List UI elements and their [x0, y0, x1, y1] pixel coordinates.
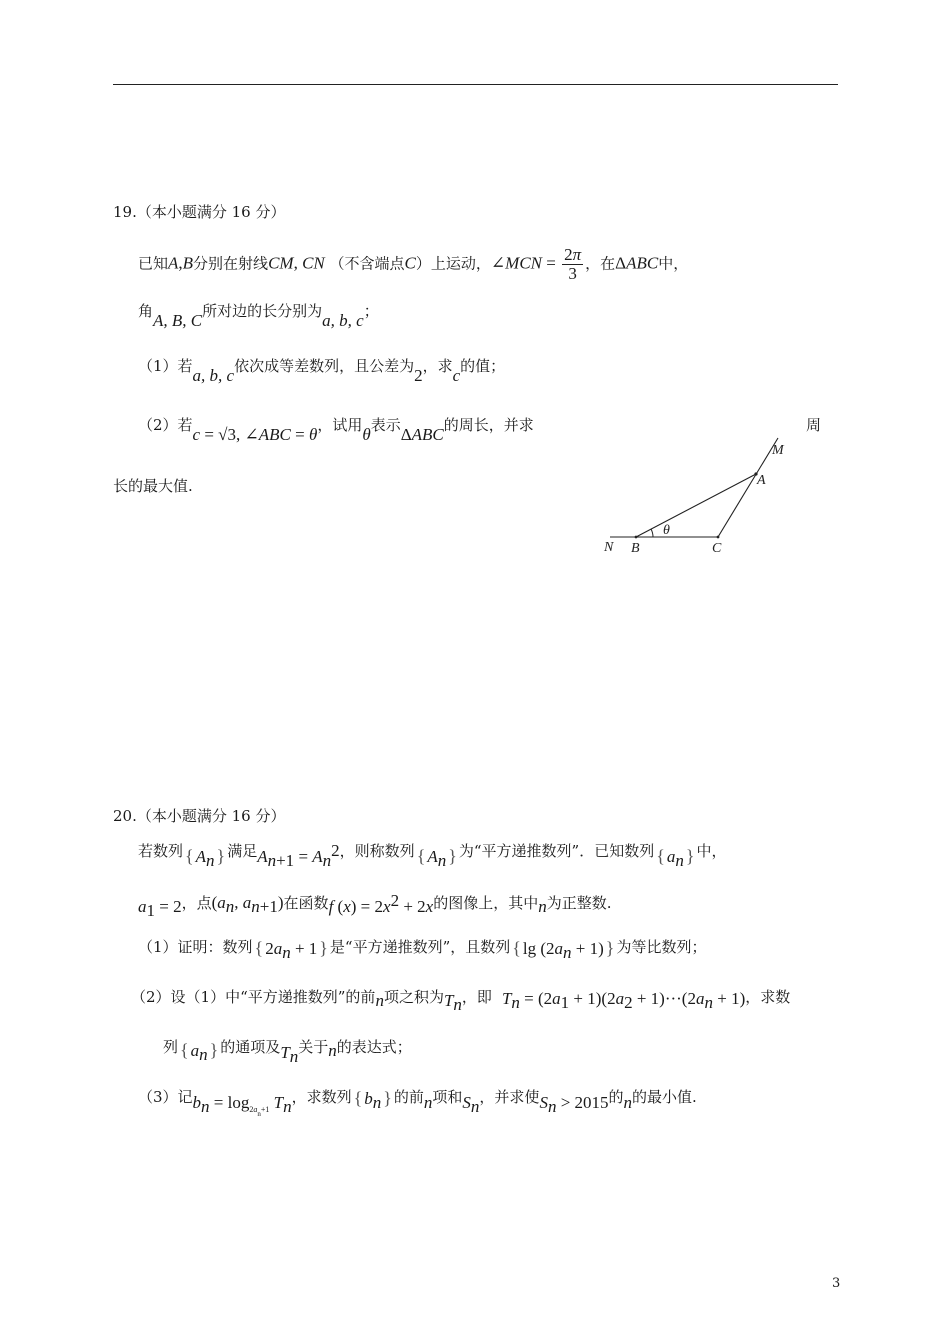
page-number: 3 [832, 1276, 841, 1291]
label-B: B [631, 541, 640, 556]
q20-line1: 若数列 { $A_n$ } 满足$A_{n+1} = A_n^2$，则称数列 { $A_n$ } 为“平方递推数列”．已知数列 { $a_n$ } 中， [138, 841, 727, 870]
segment-AB [636, 474, 756, 537]
point-C [717, 536, 720, 539]
triangle-figure [596, 430, 806, 560]
q20-line2: $a_1 = 2$，点($a_n$, $a_{n+1}$)在函数f $(x) = 2x^2 + 2x$的图像上，其中n为正整数. [138, 891, 612, 920]
label-C: C [712, 541, 722, 556]
q19-part2-tail: 周 [806, 416, 822, 434]
q19-line1: 已知A,B分别在射线CM, CN （不含端点C）上运动，∠MCN = $\frac{2\pi}{3}$ ，在ΔABC中， [138, 245, 689, 283]
q19-part2-cont: 长的最大值. [113, 477, 193, 495]
point-B [635, 536, 638, 539]
q19-part2: （2）若c = √3, ∠ABC = θ，试用θ表示ΔABC的周长，并求 [138, 416, 534, 444]
q19-part1: （1）若a, b, c依次成等差数列，且公差为2，求c的值； [138, 357, 506, 385]
q20-part1: （1）证明：数列 { $2a_n + 1$ } 是“平方递推数列”，且数列 { $\lg (2a_n + 1)$ } 为等比数列； [138, 938, 707, 962]
label-M: M [772, 443, 784, 458]
label-A: A [757, 473, 766, 488]
angle-theta-arc [651, 529, 653, 537]
q20-part2-cont: 列 { $a_n$ } 的通项及$T_n$关于n的表达式； [163, 1038, 412, 1066]
q20-heading: 20.（本小题满分 16 分） [113, 807, 286, 825]
q19-heading: 19.（本小题满分 16 分） [113, 203, 286, 221]
q19-line2: 角A, B, C所对边的长分别为a, b, c； [138, 302, 379, 330]
header-rule [113, 84, 838, 85]
label-theta: θ [663, 523, 670, 538]
q20-part3: （3）记$b_n = \log_{2a_n+1} T_n$，求数列 { $b_n$ } 的前n项和$S_n$，并求使$S_n > 2015$的n的最小值. [138, 1088, 697, 1118]
q20-part2: （2）设（1）中“平方递推数列”的前n项之积为$T_n$，即 $T_n = (2a_1 + 1)(2a_2 + 1)\cdot\cdot\cdot(2a_n + 1)$，求数 [131, 988, 791, 1014]
ray-CM [718, 438, 778, 537]
label-N: N [604, 540, 614, 555]
